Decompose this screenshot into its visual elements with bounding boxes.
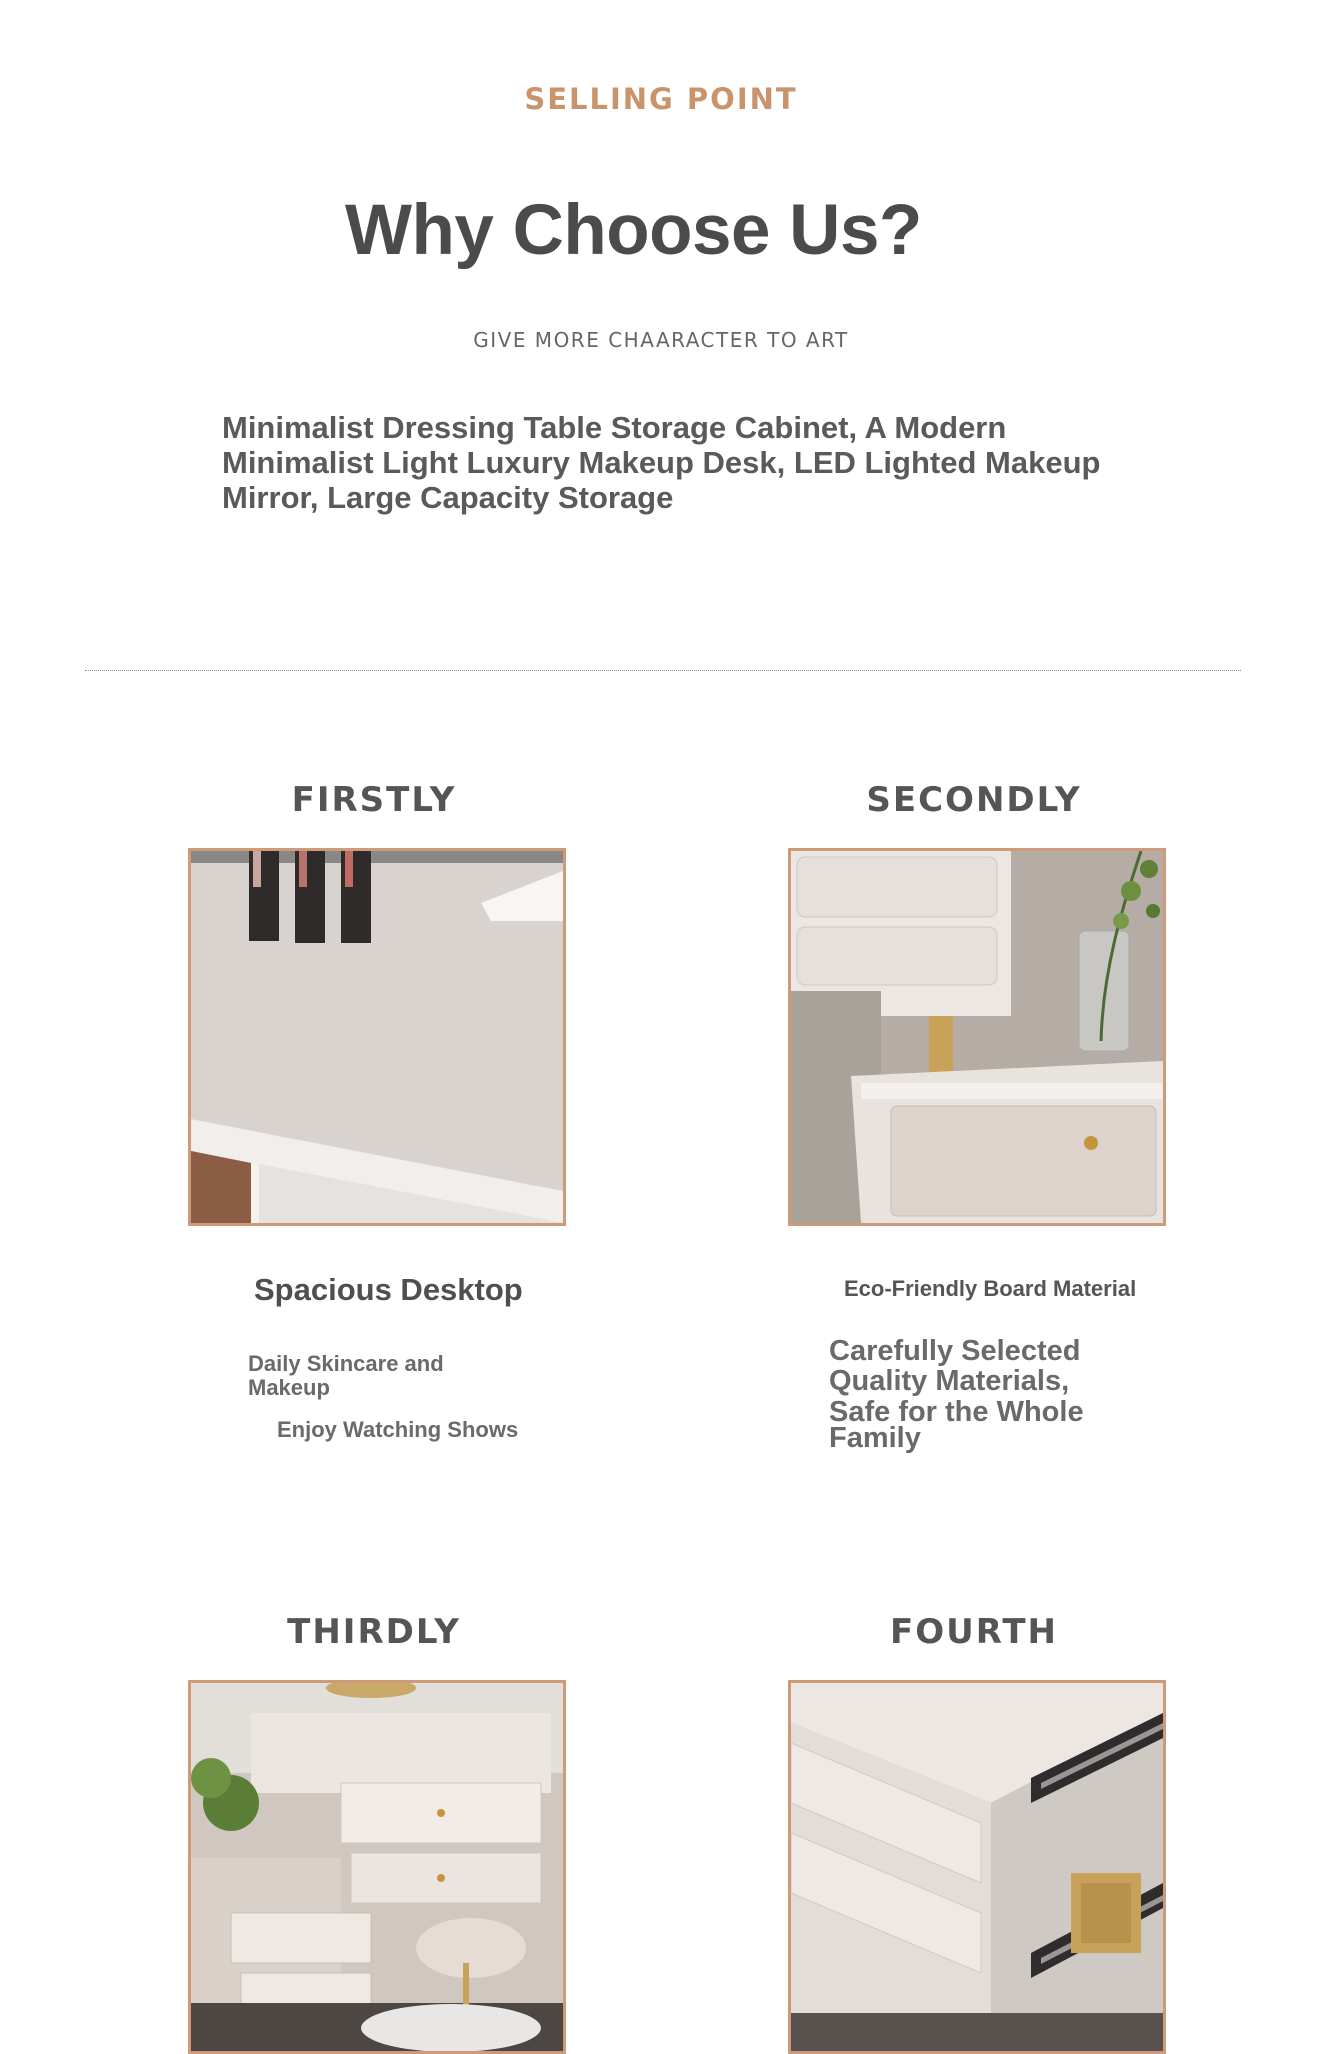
eyebrow-label: SELLING POINT (524, 82, 798, 116)
caption-line: Makeup (248, 1375, 330, 1400)
caption-line: Quality Materials, (829, 1365, 1070, 1397)
caption-line: Daily Skincare and (248, 1351, 444, 1376)
caption-title-spacious-desktop: Spacious Desktop (254, 1272, 523, 1307)
drawer-knob-photo (788, 848, 1166, 1226)
product-description: Minimalist Dressing Table Storage Cabinet, A Modern Minimalist Light Luxury Makeup Desk, LED Lighted Makeup Mirror, Large Capacity Storage (222, 410, 1101, 515)
caption-line: Carefully Selected (829, 1335, 1081, 1367)
open-drawers-photo (188, 1680, 566, 2054)
page-subtitle: GIVE MORE CHAARACTER TO ART (473, 328, 849, 352)
caption-extra: Enjoy Watching Shows (277, 1417, 519, 1442)
section-title-secondly: SECONDLY (866, 780, 1082, 820)
desktop-surface-photo (188, 848, 566, 1226)
drawer-rail-photo (788, 1680, 1166, 2054)
section-title-firstly: FIRSTLY (291, 780, 457, 820)
caption-line: Family (829, 1422, 921, 1454)
section-title-thirdly: THIRDLY (287, 1612, 461, 1652)
section-divider (85, 670, 1241, 671)
page-title: Why Choose Us? (345, 191, 922, 270)
caption-title-eco-friendly: Eco-Friendly Board Material (844, 1276, 1137, 1301)
caption-line: Safe for the Whole (829, 1396, 1084, 1428)
section-title-fourth: FOURTH (889, 1612, 1059, 1652)
